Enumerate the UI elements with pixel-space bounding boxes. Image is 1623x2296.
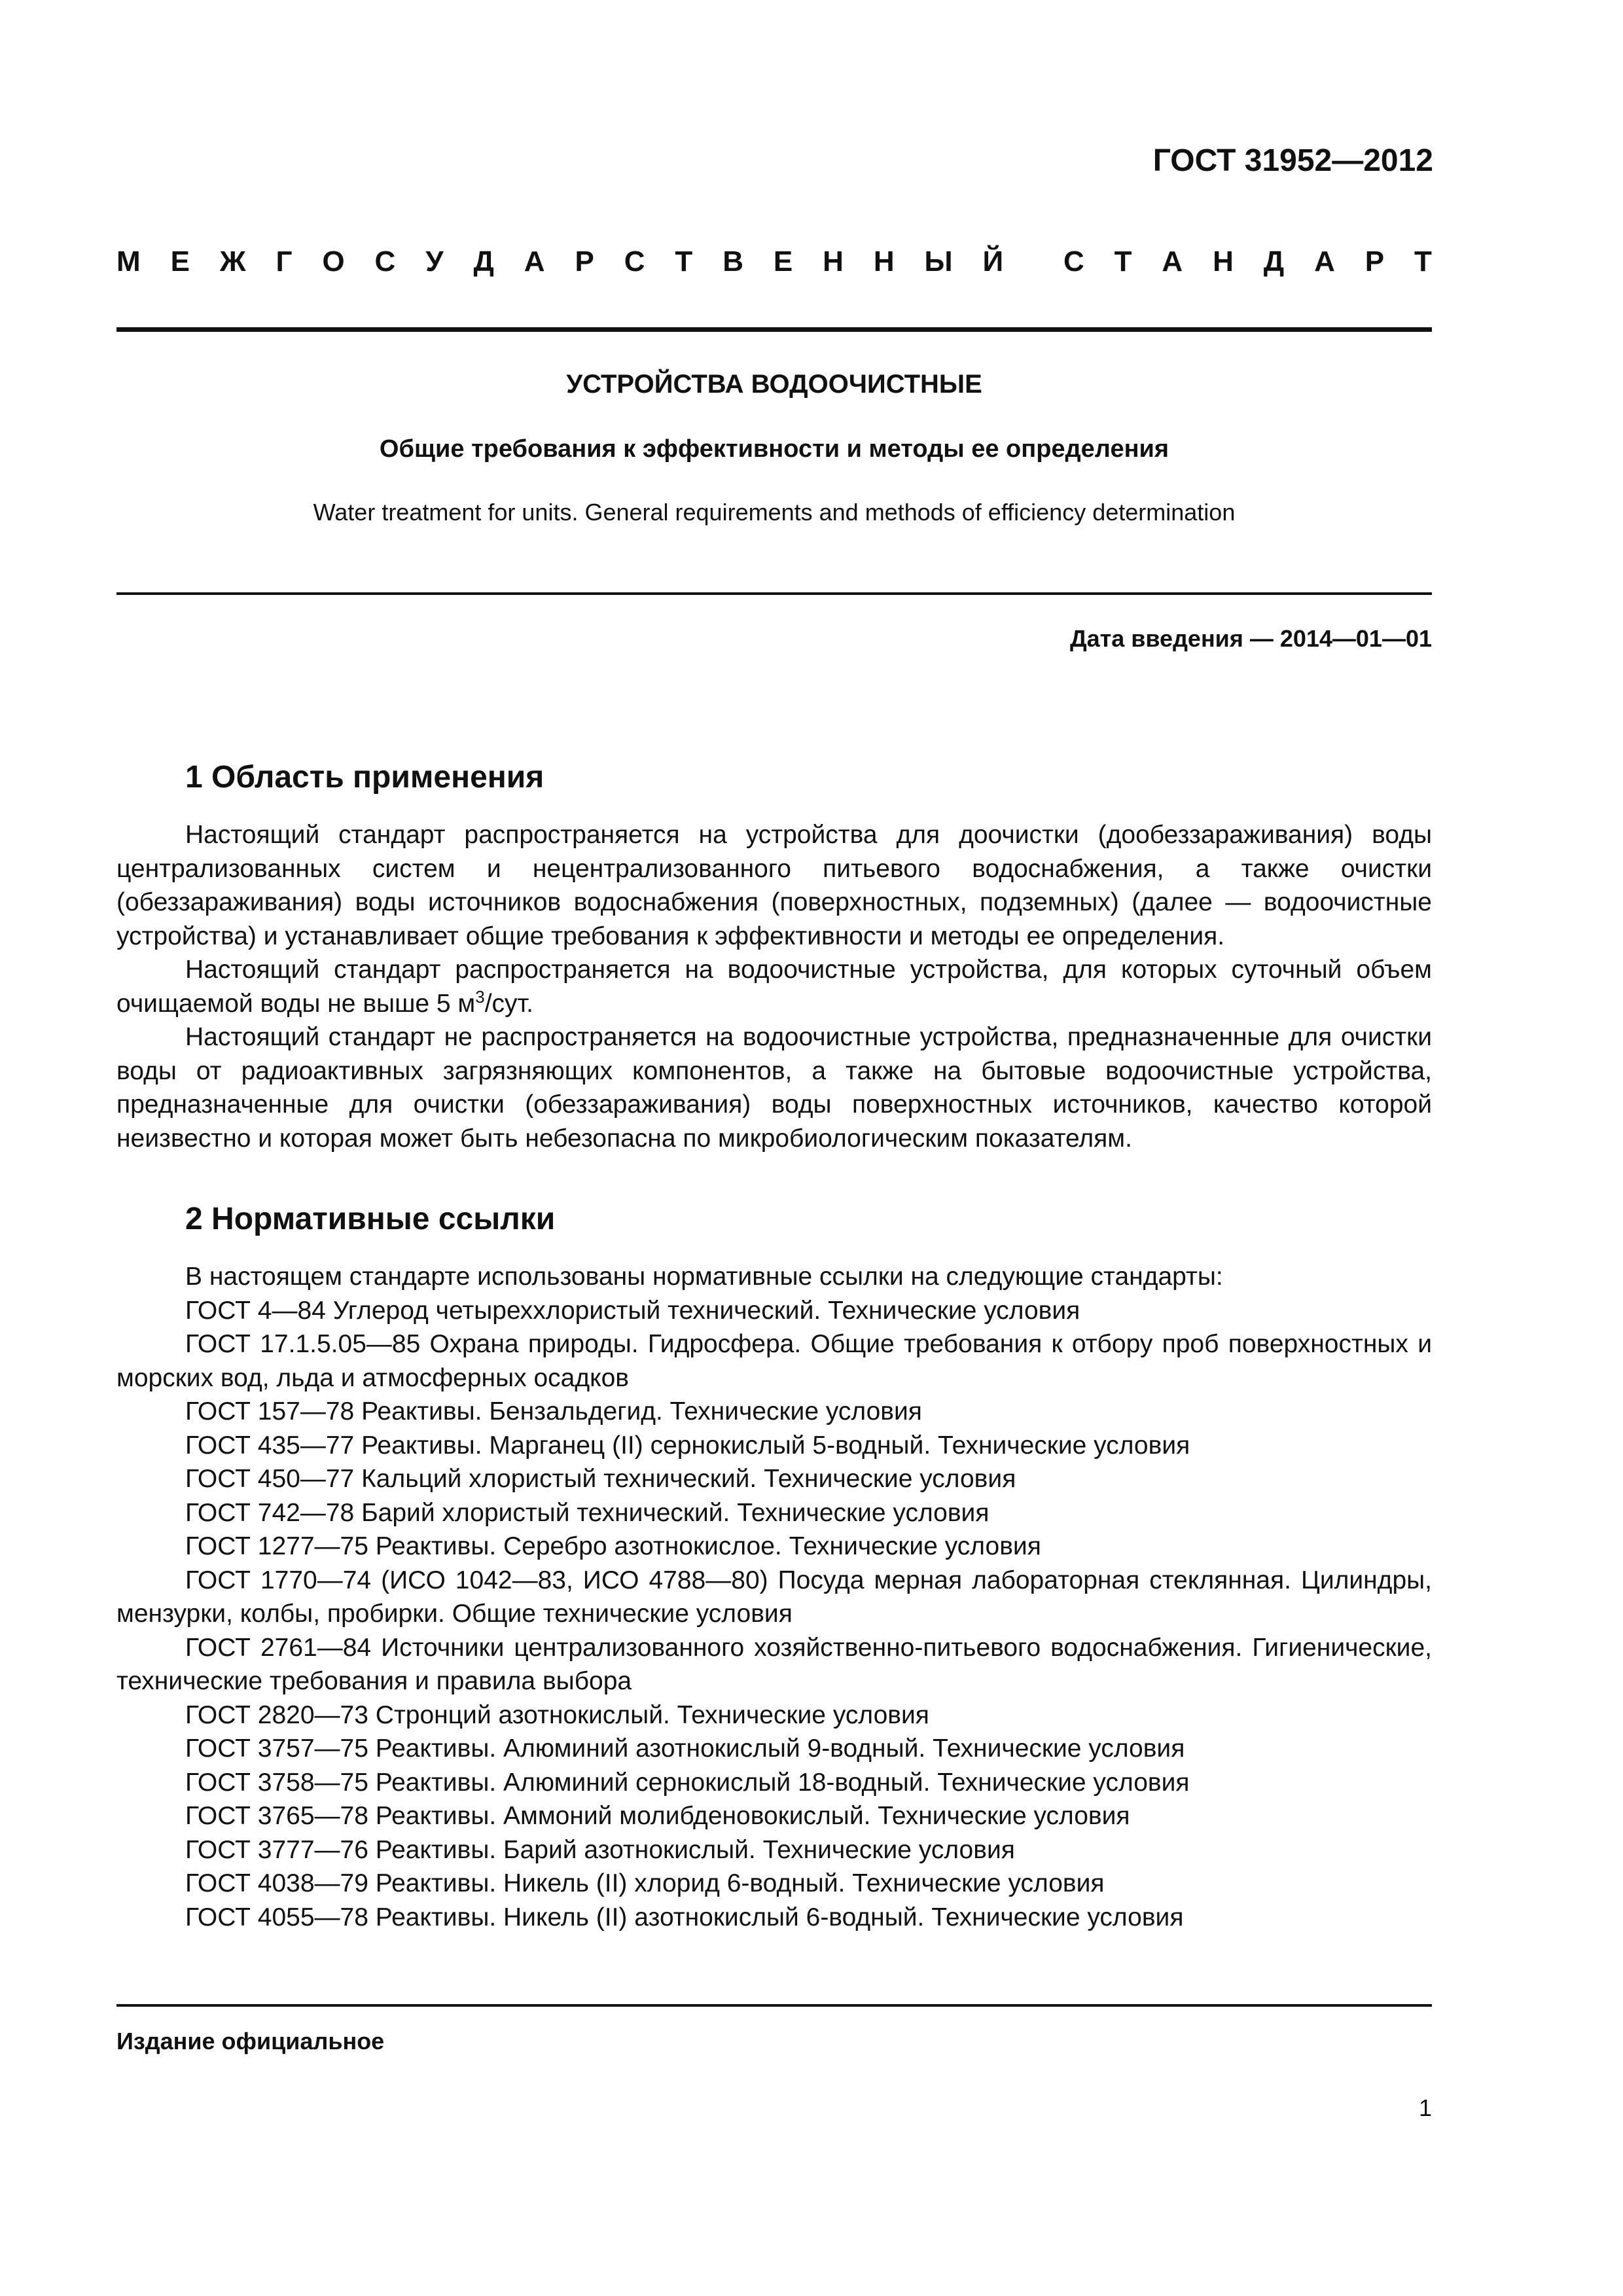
scope-paragraph-2 (116, 953, 1432, 1020)
standard-type-letter: С (624, 245, 645, 278)
scope-paragraph-2-text: Настоящий стандарт распространяется на водоочистные устройства, для которых суточный объем очищаемой воды не выше 5 м (116, 956, 1432, 1018)
standard-type-letter: С (374, 245, 396, 278)
standard-type (116, 245, 1432, 285)
superscript-3: 3 (475, 986, 485, 1007)
standard-type-letter: С (1063, 245, 1084, 278)
standard-type-letter: В (722, 245, 743, 278)
reference-item: ГОСТ 4—84 Углерод четыреххлористый технический. Технические условия (185, 1296, 1080, 1325)
reference-item: ГОСТ 17.1.5.05—85 Охрана природы. Гидросфера. Общие требования к отбору проб поверхностных и морских вод, льда и атмосферных осадков (116, 1330, 1432, 1392)
standard-type-letter: М (116, 245, 141, 278)
standard-type-letter: Ы (924, 245, 953, 278)
reference-item: ГОСТ 1277—75 Реактивы. Серебро азотнокислое. Технические условия (185, 1532, 1041, 1560)
reference-item: ГОСТ 450—77 Кальций хлористый технический. Технические условия (185, 1465, 1016, 1493)
introduction-date: Дата введения — 2014—01—01 (1069, 625, 1432, 652)
reference-item: ГОСТ 4055—78 Реактивы. Никель (II) азотнокислый 6-водный. Технические условия (185, 1903, 1184, 1931)
standard-type-letter: Й (982, 245, 1004, 278)
reference-item: ГОСТ 157—78 Реактивы. Бензальдегид. Технические условия (185, 1397, 922, 1426)
document-title-english: Water treatment for units. General requirements and methods of efficiency determination (313, 499, 1236, 526)
scope-paragraph-1: Настоящий стандарт распространяется на устройства для доочистки (дообеззараживания) воды централизованных систем и нецентрализованного питьевого водоснабжения, а также очистки (обеззараживания) воды источников водоснабжения (поверхностных, подземных) (далее — водоочистные устройства) и устанавливает общие требования к эффективности и методы ее определения. (116, 821, 1432, 950)
reference-item: ГОСТ 3765—78 Реактивы. Аммоний молибденовокислый. Технические условия (185, 1802, 1130, 1830)
section-2-heading: 2 Нормативные ссылки (185, 1202, 556, 1236)
header-divider (116, 327, 1432, 332)
document-title: УСТРОЙСТВА ВОДООЧИСТНЫЕ (566, 370, 982, 399)
standard-type-letter: Е (170, 245, 190, 278)
section-2-body (116, 1260, 1432, 1934)
scope-paragraph-2-unit: /сут. (484, 989, 533, 1018)
standard-type-letter: А (1314, 245, 1335, 278)
standard-type-letter: Р (575, 245, 594, 278)
document-subtitle: Общие требования к эффективности и методы ее определения (379, 435, 1169, 463)
standard-type-letter: Р (1364, 245, 1385, 278)
section-1-body (116, 818, 1432, 1155)
standard-type-letter: А (1162, 245, 1183, 278)
standard-type-letter: Т (675, 245, 693, 278)
reference-item: ГОСТ 3777—76 Реактивы. Барий азотнокислый. Технические условия (185, 1835, 1015, 1864)
reference-item: ГОСТ 2820—73 Стронций азотнокислый. Технические условия (185, 1700, 929, 1729)
reference-item: ГОСТ 742—78 Барий хлористый технический. Технические условия (185, 1498, 990, 1527)
reference-item: ГОСТ 4038—79 Реактивы. Никель (II) хлорид 6-водный. Технические условия (185, 1869, 1105, 1897)
standard-type-letter: Т (1414, 245, 1432, 278)
footer-divider (116, 2004, 1432, 2007)
edition-label: Издание официальное (116, 2028, 385, 2054)
standard-type-letter: Т (1114, 245, 1132, 278)
reference-item: ГОСТ 435—77 Реактивы. Марганец (II) сернокислый 5-водный. Технические условия (185, 1431, 1190, 1460)
scope-paragraph-3: Настоящий стандарт не распространяется на водоочистные устройства, предназначенные для очистки воды от радиоактивных загрязняющих компонентов, а также на бытовые водоочистные устройства, предназначенные для очистки (обеззараживания) воды поверхностных источников, качество которой неизвестно и которая может быть небезопасна по микробиологическим показателям. (116, 1023, 1432, 1153)
standard-type-letter: Д (473, 245, 494, 278)
standard-type-letter: У (425, 245, 444, 278)
standard-type-letter: Н (1213, 245, 1234, 278)
page-number: 1 (1418, 2094, 1432, 2121)
reference-item: ГОСТ 1770—74 (ИСО 1042—83, ИСО 4788—80) Посуда мерная лабораторная стеклянная. Цилиндры, мензурки, колбы, пробирки. Общие технические условия (116, 1566, 1432, 1628)
standard-type-letter: Г (276, 245, 293, 278)
title-divider (116, 592, 1432, 595)
references-intro: В настоящем стандарте использованы нормативные ссылки на следующие стандарты: (185, 1263, 1223, 1291)
standard-designation: ГОСТ 31952—2012 (1152, 143, 1433, 178)
standard-type-letter: А (524, 245, 545, 278)
standard-type-letter: Ж (219, 245, 246, 278)
standard-type-letter: Н (873, 245, 895, 278)
reference-item: ГОСТ 3758—75 Реактивы. Алюминий сернокислый 18-водный. Технические условия (185, 1768, 1190, 1797)
reference-list (116, 1294, 1432, 1935)
standard-type-letter: Е (773, 245, 793, 278)
standard-type-letter: Д (1263, 245, 1285, 278)
reference-item: ГОСТ 2761—84 Источники централизованного хозяйственно-питьевого водоснабжения. Гигиенические, технические требования и правила выбора (116, 1633, 1432, 1695)
section-1-heading: 1 Область применения (185, 760, 544, 795)
standard-type-letter: Н (823, 245, 844, 278)
standard-type-letter: О (322, 245, 345, 278)
reference-item: ГОСТ 3757—75 Реактивы. Алюминий азотнокислый 9-водный. Технические условия (185, 1734, 1185, 1763)
